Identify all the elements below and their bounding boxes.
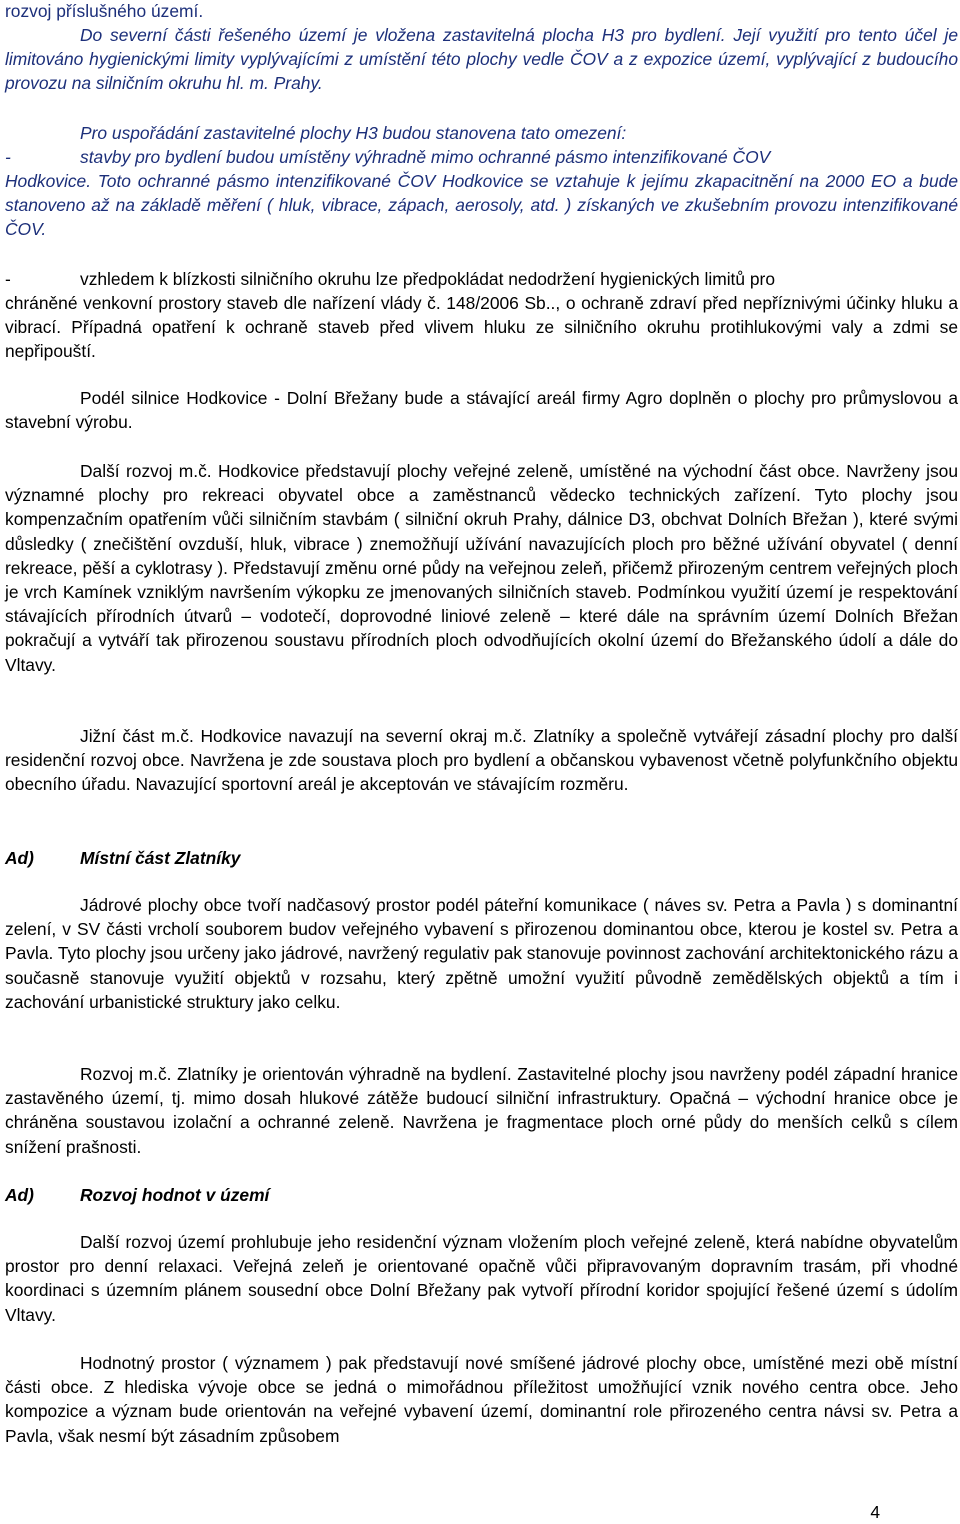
paragraph-zlatniky-development: Rozvoj m.č. Zlatníky je orientován výhradně na bydlení. Zastavitelné plochy jsou navrženy podél západní hranice zastavěného území, tj. mimo dosah hlukové zátěže budoucí silniční infrastruktury. Opačná – východní hranice obce je chráněna soustavou izolační a ochranné zeleně. Navržena je fragmentace ploch orné půdy do menších celků s cílem snížení prašnosti. (5, 1064, 958, 1157)
paragraph-industrial: Podél silnice Hodkovice - Dolní Břežany bude a stávající areál firmy Agro doplněn o plochy pro průmyslovou a stavební výrobu. (5, 388, 958, 433)
list-dash: - (5, 147, 11, 167)
list-item-text: stavby pro bydlení budou umístěny výhradně mimo ochranné pásmo intenzifikované ČOV (80, 147, 771, 167)
paragraph-zlatniky-core: Jádrové plochy obce tvoří nadčasový prostor podél páteřní komunikace ( náves sv. Petra a Pavla ) s dominantní zelení, v SV části vrcholí souborem budov veřejného vybavení s přirozenou dominantou obce, kterou je kostel sv. Petra a Pavla. Tyto plochy jsou určeny jako jádrové, navržený regulativ pak stanovuje povinnost zachování architektonického rázu a současně stanovuje využití objektů v rozsahu, který zpětně umožní využití původně zemědělských objektů a tím i zachování urbanistické struktury jako celku. (5, 895, 958, 1012)
paragraph-hodkovice-east: Další rozvoj m.č. Hodkovice představují plochy veřejné zeleně, umístěné na východní část obce. Navrženy jsou významné plochy pro rekreaci obyvatel obce a zaměstnanců vědecko technických zařízení. Tyto plochy jsou kompenzačním opatřením vůči silničním stavbám ( silniční okruh Prahy, dálnice D3, obchvat Dolních Břežan ), které svými důsledky ( znečištění ovzduší, hluk, vibrace ) znemožňují užívání navazujících ploch pro běžné užívání obyvatel ( denní rekreace, pěší a cyklotrasy ). Představují změnu orné půdy na veřejnou zeleň, přičemž přirozeným centrem veřejných ploch je vrch Kamínek vzniklým navršením výkopku ze jmenovaných silničních staveb. Podmínkou využití území je respektování stávajících přírodních útvarů – vodotečí, doprovodné liniové zeleně – které dále na správním území Dolních Břežan pokračují a vytváří tak přirozenou soustavu přírodních ploch odvodňujících okolní území do Břežanského údolí a dále do Vltavy. (5, 461, 958, 675)
section-heading-values (5, 1183, 958, 1207)
paragraph-h3-intro: Do severní části řešeného území je vložena zastavitelná plocha H3 pro bydlení. Její využití pro tento účel je limitováno hygienickými limity vyplývajícími z umístění této plochy vedle ČOV a z expozice území, vyplývající z budoucího provozu na silničním okruhu hl. m. Prahy. (5, 25, 958, 94)
list-dash: - (5, 269, 11, 289)
list-item-restriction-1 (5, 145, 958, 169)
paragraph-h3-restrictions-intro: Pro uspořádání zastavitelné plochy H3 budou stanovena tato omezení: (80, 123, 627, 143)
paragraph-values-green: Další rozvoj území prohlubuje jeho residenční význam vložením ploch veřejné zeleně, která nabídne obyvatelům prostor pro denní relaxaci. Veřejná zeleň je orientované opačně vůči připravovaným dopravním trasám, při vhodné koordinaci s územním plánem sousední obce Dolní Břežany pak vytvoří přírodní koridor spojující řešené území s údolím Vltavy. (5, 1232, 958, 1325)
heading-key: Ad) (5, 848, 34, 868)
list-item-text: vzhledem k blízkosti silničního okruhu lze předpokládat nedodržení hygienických limitů pro (80, 269, 776, 289)
heading-title: Místní část Zlatníky (80, 848, 241, 868)
paragraph-restriction-2-cont: chráněné venkovní prostory staveb dle nařízení vlády č. 148/2006 Sb.., o ochraně zdraví před nepříznivými účinky hluku a vibrací. Případná opatření k ochraně staveb před vlivem hluku ze silničního okruhu protihlukovými valy a zdmi se nepřipouští. (5, 293, 958, 362)
paragraph-values-centre: Hodnotný prostor ( významem ) pak představují nové smíšené jádrové plochy obce, umístěné mezi obě místní části obce. Z hlediska vývoje obce se jedná o mimořádnou příležitost umožňující vznik nového centra obce. Jeho kompozice a význam bude orientován na veřejné vybavení území, dominantní role přirozeného centra návsi sv. Petra a Pavla, však nesmí být zásadním způsobem (5, 1353, 958, 1446)
page-number: 4 (870, 1502, 880, 1522)
heading-title: Rozvoj hodnot v území (80, 1185, 270, 1205)
paragraph-restriction-1-cont: Hodkovice. Toto ochranné pásmo intenzifikované ČOV Hodkovice se vztahuje k jejímu zkapacitnění na 2000 EO a bude stanoveno až na základě měření ( hluk, vibrace, zápach, aerosoly, atd. ) získaných ve zkušebním provozu intenzifikované ČOV. (5, 171, 958, 240)
heading-key: Ad) (5, 1185, 34, 1205)
section-heading-zlatniky (5, 846, 958, 870)
list-item-restriction-2 (5, 267, 958, 291)
paragraph-hodkovice-south: Jižní část m.č. Hodkovice navazují na severní okraj m.č. Zlatníky a společně vytvářejí zásadní plochy pro další residenční rozvoj obce. Navržena je zde soustava ploch pro bydlení a občanskou vybavenost včetně polyfunkčního objektu obecního úřadu. Navazující sportovní areál je akceptován ve stávajícím rozměru. (5, 726, 958, 795)
paragraph-continued: rozvoj příslušného území. (5, 1, 204, 21)
